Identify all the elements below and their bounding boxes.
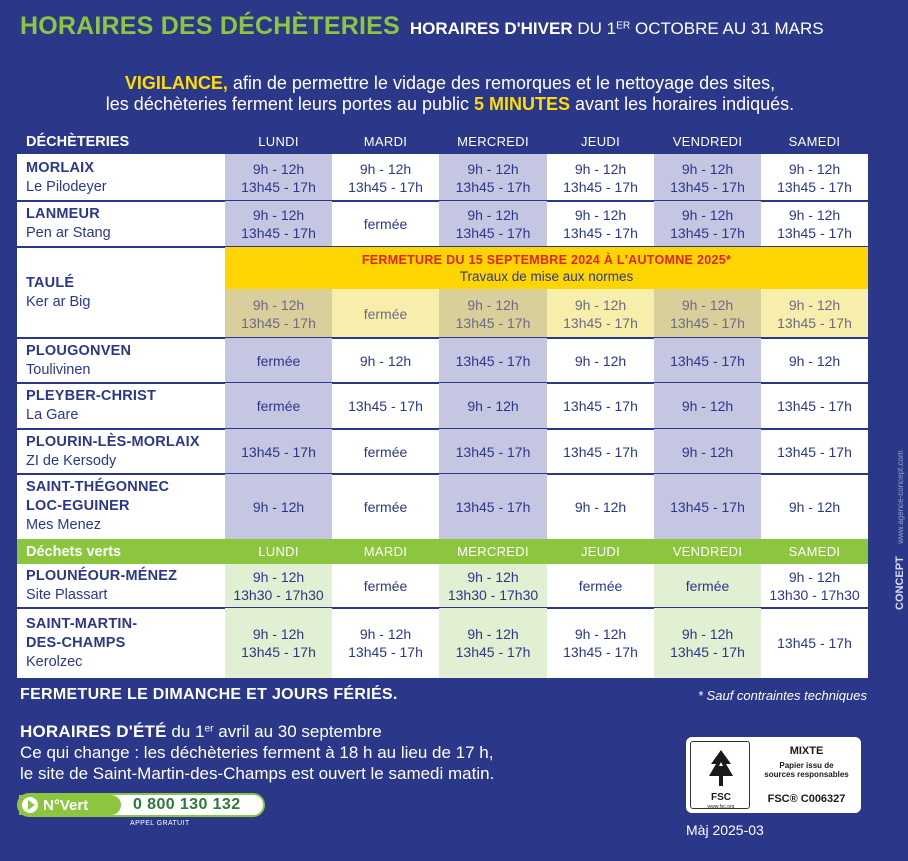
hours-line: 9h - 12h (681, 626, 734, 642)
day-header-mardi: MARDI (363, 133, 408, 149)
closure-subtitle: Travaux de mise aux normes (459, 268, 634, 284)
hours-line: 9h - 12h (252, 569, 305, 585)
site-location: Site Plassart (26, 587, 108, 603)
hours-line: 9h - 12h (574, 296, 627, 313)
green-waste-label-text: Déchets verts (26, 543, 122, 560)
hours-line: 9h - 12h (681, 160, 734, 177)
hours-line: fermée (256, 398, 301, 414)
site-name-line2: DES-CHAMPS (26, 634, 126, 651)
site-location: Kerolzec (26, 653, 83, 670)
summer-label: HORAIRES D'ÉTÉ (20, 722, 167, 741)
hours-cell (654, 289, 761, 338)
hours-line: 9h - 12h (252, 296, 305, 313)
hours-line: 13h45 - 17h (563, 443, 638, 460)
hours-line: 9h - 12h (467, 569, 519, 585)
hours-line: 9h - 12h (788, 160, 841, 177)
hours-line: 9h - 12h (574, 626, 627, 642)
site-cell (17, 383, 225, 429)
hours-cell (761, 154, 868, 201)
hours-line: 13h45 - 17h (777, 178, 852, 195)
hours-line: 13h30 - 17h30 (447, 587, 539, 603)
hours-line: 9h - 12h (359, 352, 412, 369)
hours-line: 9h - 12h (359, 626, 412, 642)
technical-note: * Sauf contraintes techniques (697, 688, 867, 703)
hours-line: 9h - 12h (788, 569, 841, 585)
hours-line: 13h45 - 17h (241, 225, 316, 241)
hours-line: 13h45 - 17h (670, 644, 745, 660)
hours-line: 13h45 - 17h (348, 644, 423, 660)
site-cell (17, 429, 225, 474)
hours-cell (547, 474, 654, 539)
hours-cell (225, 564, 332, 608)
play-arrow-icon (22, 797, 38, 813)
closure-banner (225, 247, 868, 289)
hours-cell (761, 474, 868, 539)
hours-cell (332, 474, 439, 539)
hours-line: 13h45 - 17h (777, 443, 852, 460)
day-header-vendredi: VENDREDI (672, 133, 743, 149)
hours-cell (332, 429, 439, 474)
hours-cell (439, 474, 547, 539)
hours-cell (225, 154, 332, 201)
page-subtitle (410, 19, 824, 39)
hours-cell (439, 289, 547, 338)
summer-hours (20, 721, 494, 784)
hours-cell (225, 289, 332, 338)
hours-cell (547, 429, 654, 474)
update-date: Màj 2025-03 (686, 822, 764, 838)
hours-cell (225, 338, 332, 383)
hours-cell (547, 564, 654, 608)
sunday-closure: FERMETURE LE DIMANCHE ET JOURS FÉRIÉS. (20, 686, 398, 703)
hours-line: 9h - 12h (252, 207, 305, 223)
table-row (17, 154, 868, 201)
site-cell (17, 338, 225, 383)
site-name: MORLAIX (26, 159, 95, 176)
hours-line: 9h - 12h (574, 207, 627, 223)
summer-range: avril au 30 septembre (218, 722, 382, 741)
hours-line: 13h45 - 17h (241, 178, 316, 195)
vigilance-notice (0, 73, 900, 115)
hours-line: 9h - 12h (681, 443, 734, 460)
site-name: PLEYBER-CHRIST (26, 388, 157, 404)
table-row (17, 564, 868, 608)
hours-cell (654, 429, 761, 474)
summer-change-2: le site de Saint-Martin-des-Champs est ouvert le samedi matin. (20, 764, 495, 783)
phone-number[interactable]: 0 800 130 132 (133, 796, 241, 813)
vigilance-label: VIGILANCE, (124, 73, 228, 93)
hours-cell (761, 338, 868, 383)
agency-brand: CONCEPT (894, 556, 906, 610)
fsc-label (686, 737, 861, 813)
hours-line: 9h - 12h (788, 498, 841, 515)
site-cell (17, 608, 225, 678)
hours-cell (761, 201, 868, 247)
table-row (17, 383, 868, 429)
site-name-line2: LOC-EGUINER (26, 498, 130, 514)
day-header-mardi: MARDI (363, 543, 408, 559)
hours-cell (547, 154, 654, 201)
hours-line: 13h45 - 17h (777, 398, 852, 414)
day-header-lundi: LUNDI (258, 133, 299, 149)
table-row (17, 247, 868, 338)
fsc-mixte: MIXTE (789, 745, 824, 757)
hours-line: 13h45 - 17h (455, 352, 531, 369)
hours-line: 9h - 12h (467, 207, 519, 223)
hours-cell (547, 289, 654, 338)
site-cell (17, 564, 225, 608)
day-header-vendredi: VENDREDI (672, 543, 743, 559)
vigilance-line2-end: avant les horaires indiqués. (575, 94, 795, 114)
site-cell (17, 474, 225, 539)
hours-line: 9h - 12h (681, 207, 734, 223)
hours-line: 9h - 12h (252, 160, 305, 177)
hours-line: 13h45 - 17h (455, 178, 531, 195)
hours-cell (439, 608, 547, 678)
hours-cell (225, 474, 332, 539)
schedule-table (17, 129, 868, 678)
hours-cell (332, 338, 439, 383)
vigilance-line1: afin de permettre le vidage des remorques et le nettoyage des sites, (232, 73, 776, 93)
hours-line: 13h45 - 17h (455, 314, 531, 331)
fsc-text-1: Papier issu de (779, 761, 834, 770)
hours-line: 13h45 - 17h (563, 398, 638, 414)
site-name: PLOUGONVEN (26, 342, 132, 359)
site-location: Toulivinen (26, 361, 91, 378)
site-cell (17, 201, 225, 247)
fsc-tree-icon (707, 748, 735, 788)
table-row (17, 474, 868, 539)
hours-line: 9h - 12h (574, 160, 627, 177)
hours-line: 9h - 12h (788, 207, 841, 223)
hours-cell (654, 474, 761, 539)
hours-line: 9h - 12h (681, 398, 734, 414)
hours-cell (761, 608, 868, 678)
table-row (17, 608, 868, 678)
hours-cell (225, 383, 332, 429)
hours-line: 13h45 - 17h (777, 635, 852, 651)
day-header-mercredi: MERCREDI (457, 133, 529, 149)
site-name: PLOUNÉOUR-MÉNEZ (26, 568, 178, 584)
numero-vert[interactable] (17, 793, 265, 817)
winter-du: DU 1 (577, 19, 617, 38)
hours-line: 13h45 - 17h (563, 314, 638, 331)
hours-cell (761, 383, 868, 429)
site-name: PLOURIN-LÈS-MORLAIX (26, 433, 200, 450)
winter-range: OCTOBRE AU 31 MARS (634, 19, 824, 38)
hours-line: 9h - 12h (359, 160, 412, 177)
hours-line: fermée (363, 498, 408, 515)
hours-line: 13h45 - 17h (670, 352, 745, 369)
hours-cell (654, 564, 761, 608)
hours-cell (332, 383, 439, 429)
hours-cell (332, 608, 439, 678)
hours-cell (547, 608, 654, 678)
numero-vert-label: N°Vert (43, 796, 89, 814)
site-cell (17, 154, 225, 201)
hours-line: 13h45 - 17h (348, 398, 423, 414)
hours-cell (332, 154, 439, 201)
hours-cell (547, 383, 654, 429)
hours-line: 13h45 - 17h (670, 498, 745, 515)
site-name: LANMEUR (26, 206, 100, 222)
hours-cell (439, 429, 547, 474)
hours-line: 9h - 12h (467, 160, 519, 177)
hours-line: 9h - 12h (252, 626, 305, 642)
site-name: TAULÉ (26, 274, 75, 291)
hours-cell (439, 338, 547, 383)
hours-line: 13h45 - 17h (348, 178, 423, 195)
hours-line: 9h - 12h (574, 352, 627, 369)
hours-cell (761, 289, 868, 338)
hours-cell (654, 383, 761, 429)
hours-line: 13h30 - 17h30 (233, 587, 324, 603)
hours-cell (439, 383, 547, 429)
hours-line: 13h45 - 17h (563, 644, 638, 660)
table-row (17, 201, 868, 247)
green-waste-label (17, 539, 225, 564)
hours-line: fermée (256, 352, 301, 369)
hours-line: 13h45 - 17h (455, 498, 531, 515)
hours-cell (225, 429, 332, 474)
hours-line: 13h45 - 17h (670, 225, 745, 241)
site-name: SAINT-MARTIN- (26, 615, 138, 632)
hours-line: 13h45 - 17h (777, 314, 852, 331)
summer-change-1: Ce qui change : les déchèteries ferment à 18 h au lieu de 17 h, (20, 743, 494, 762)
fsc-logo (690, 741, 750, 809)
hours-line: 9h - 12h (467, 398, 519, 414)
hours-line: 9h - 12h (788, 352, 841, 369)
hours-line: 13h30 - 17h30 (769, 587, 860, 603)
hours-line: fermée (363, 578, 408, 594)
hours-line: fermée (363, 216, 408, 232)
fsc-code: FSC® C006327 (767, 793, 846, 805)
hours-cell (654, 338, 761, 383)
hours-line: 9h - 12h (574, 498, 627, 515)
fsc-url: www.fsc.org (707, 804, 735, 810)
hours-line: 9h - 12h (467, 296, 519, 313)
hours-cell (439, 564, 547, 608)
site-name: SAINT-THÉGONNEC (26, 479, 170, 495)
hours-cell (654, 154, 761, 201)
agency-credit (890, 450, 908, 610)
fsc-word: FSC (711, 792, 731, 803)
column-header-site (17, 129, 225, 154)
site-location: ZI de Kersody (26, 452, 117, 469)
fsc-text (754, 761, 859, 779)
day-header-mercredi: MERCREDI (457, 543, 529, 559)
day-header-jeudi: JEUDI (580, 133, 621, 149)
day-header-lundi: LUNDI (258, 543, 299, 559)
table-header-row (17, 129, 868, 154)
summer-sup: er (204, 723, 214, 735)
hours-cell (547, 338, 654, 383)
hours-line: fermée (578, 578, 623, 594)
day-header-samedi: SAMEDI (788, 543, 841, 559)
hours-cell (654, 608, 761, 678)
hours-cell (225, 608, 332, 678)
hours-cell (654, 201, 761, 247)
hours-line: fermée (363, 443, 408, 460)
site-location: Le Pilodeyer (26, 178, 107, 195)
hours-line: 13h45 - 17h (241, 314, 316, 331)
numero-vert-badge (19, 795, 121, 815)
green-waste-header-row (17, 539, 868, 564)
vigilance-minutes: 5 MINUTES (474, 94, 571, 114)
vigilance-line2-start: les déchèteries ferment leurs portes au public (105, 94, 469, 114)
hours-line: 13h45 - 17h (670, 178, 745, 195)
fsc-text-2: sources responsables (764, 770, 849, 779)
page-title: HORAIRES DES DÉCHÈTERIES (20, 12, 400, 40)
hours-line: 13h45 - 17h (241, 644, 316, 660)
day-header-samedi: SAMEDI (788, 133, 841, 149)
hours-line: fermée (363, 305, 408, 322)
hours-line: 9h - 12h (467, 626, 519, 642)
hours-line: 13h45 - 17h (563, 225, 638, 241)
agency-url: www.agence-concept.com (896, 450, 905, 544)
hours-line: 9h - 12h (788, 296, 841, 313)
hours-cell (761, 429, 868, 474)
site-location: Pen ar Stang (26, 225, 111, 241)
site-location: Ker ar Big (26, 293, 91, 310)
hours-line: 13h45 - 17h (455, 644, 531, 660)
hours-line: 13h45 - 17h (563, 178, 638, 195)
site-cell (17, 247, 225, 338)
header (20, 12, 824, 42)
hours-cell (761, 564, 868, 608)
hours-line: 13h45 - 17h (670, 314, 745, 331)
site-location: Mes Menez (26, 517, 101, 533)
hours-cell (439, 154, 547, 201)
hours-line: 13h45 - 17h (455, 225, 531, 241)
site-location: La Gare (26, 407, 79, 423)
day-header-jeudi: JEUDI (580, 543, 621, 559)
column-header-site-text: DÉCHÈTERIES (26, 133, 130, 150)
hours-cell (332, 201, 439, 247)
hours-cell (225, 201, 332, 247)
hours-line: 13h45 - 17h (777, 225, 852, 241)
free-call-label: APPEL GRATUIT (130, 820, 190, 827)
hours-line: 9h - 12h (681, 296, 734, 313)
winter-sup: ER (616, 20, 631, 32)
hours-cell (547, 201, 654, 247)
table-row (17, 338, 868, 383)
hours-line: 13h45 - 17h (455, 443, 531, 460)
hours-cell (332, 289, 439, 338)
hours-line: fermée (685, 578, 730, 594)
table-row (17, 429, 868, 474)
closure-title: FERMETURE DU 15 SEPTEMBRE 2024 À L'AUTOMNE 2025* (361, 252, 732, 267)
hours-cell (332, 564, 439, 608)
hours-line: 9h - 12h (252, 498, 305, 515)
hours-cell (439, 201, 547, 247)
winter-label: HORAIRES D'HIVER (409, 19, 573, 38)
summer-du: du 1 (171, 722, 205, 741)
hours-line: 13h45 - 17h (241, 443, 316, 460)
